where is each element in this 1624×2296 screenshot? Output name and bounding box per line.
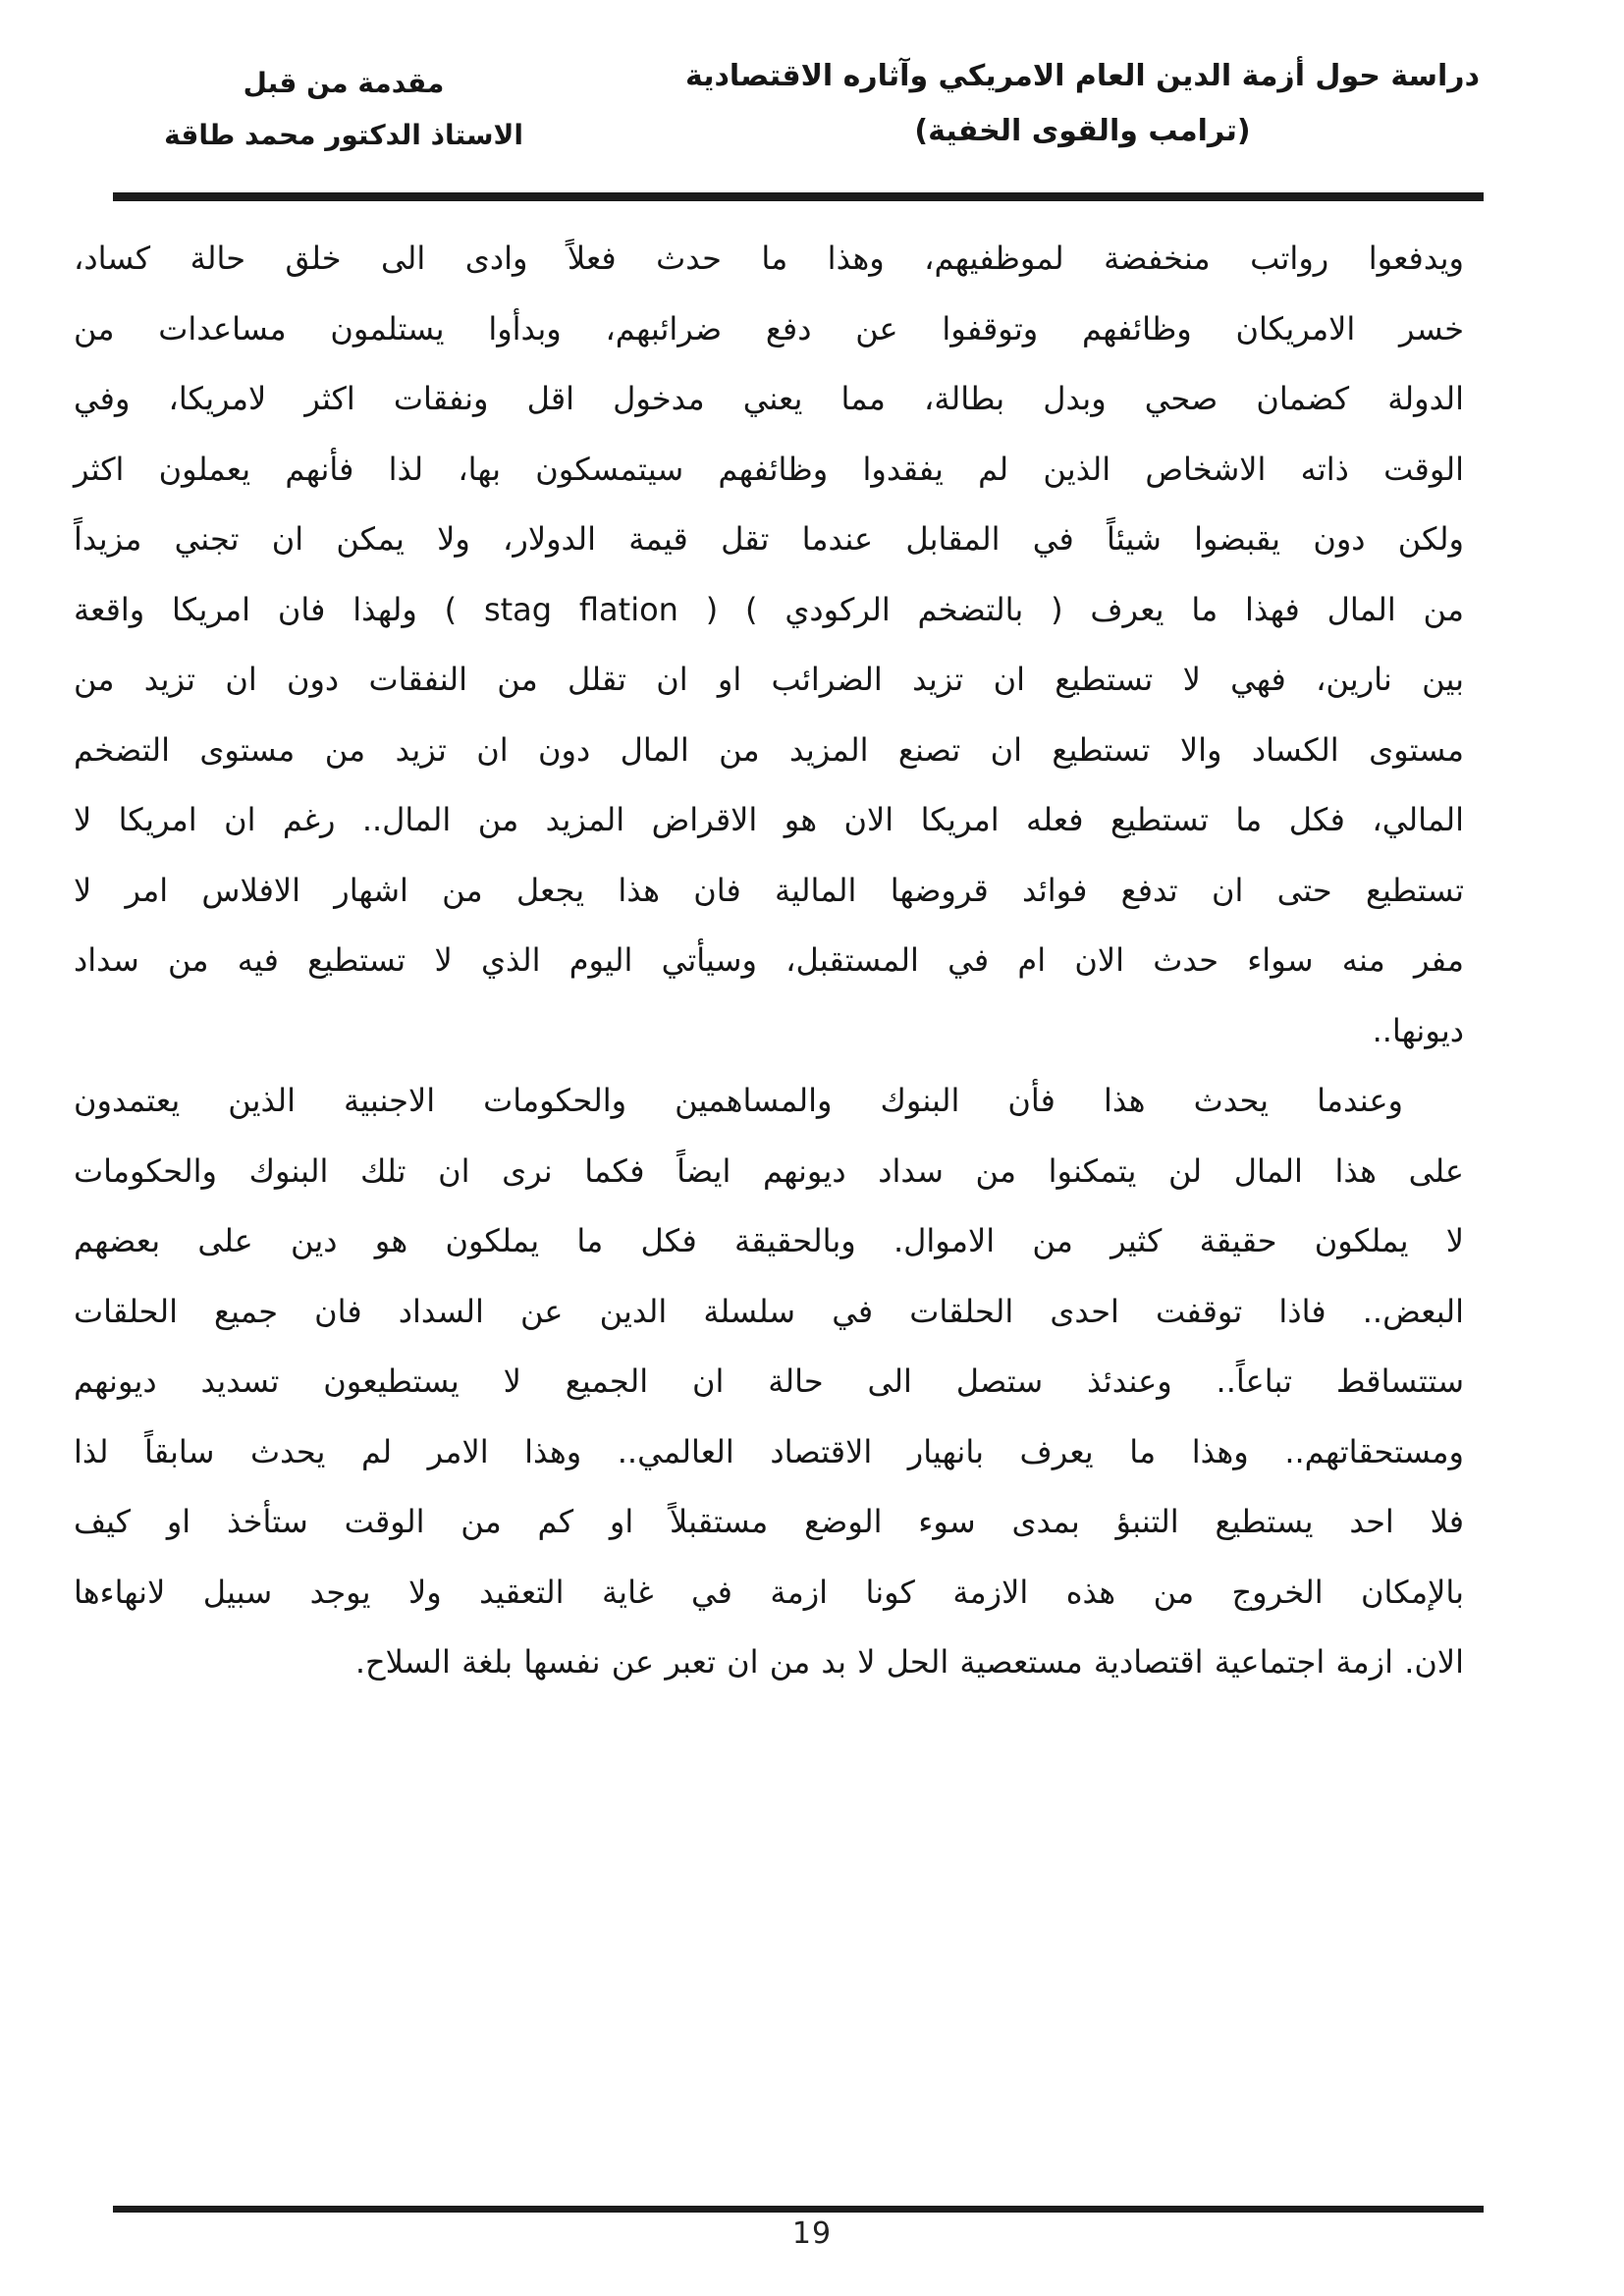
body-line: تستطيع حتى ان تدفع فوائد قروضها المالية فان هذا يجعل من اشهار الافلاس امر لا bbox=[74, 871, 1464, 909]
body-line: بالإمكان الخروج من هذه الازمة كونا ازمة في غاية التعقيد ولا يوجد سبيل لانهاءها bbox=[74, 1573, 1464, 1611]
body-line: البعض.. فاذا توقفت احدى الحلقات في سلسلة الدين عن السداد فان جميع الحلقات bbox=[74, 1292, 1464, 1330]
footer-divider bbox=[113, 2206, 1484, 2213]
author-block bbox=[103, 57, 584, 161]
body-line: ويدفعوا رواتب منخفضة لموظفيهم، وهذا ما حدث فعلاً وادى الى خلق حالة كساد، bbox=[74, 240, 1464, 277]
body-line: ديونها.. bbox=[1372, 1011, 1464, 1049]
body-line: الدولة كضمان صحي وبدل بطالة، مما يعني مدخول اقل ونفقات اكثر لامريكا، وفي bbox=[74, 380, 1464, 417]
body-line: مفر منه سواء حدث الان ام في المستقبل، وسيأتي اليوم الذي لا تستطيع فيه من سداد bbox=[74, 941, 1464, 979]
page-number: 19 bbox=[791, 2216, 833, 2251]
report-title-block bbox=[677, 49, 1488, 159]
body-line: خسر الامريكان وظائفهم وتوقفوا عن دفع ضرائبهم، وبدأوا يستلمون مساعدات من bbox=[74, 309, 1464, 347]
author-name: الاستاذ الدكتور محمد طاقة bbox=[164, 119, 523, 151]
body-line: على هذا المال لن يتمكنوا من سداد ديونهم ايضاً فكما نرى ان تلك البنوك والحكومات bbox=[74, 1151, 1464, 1190]
report-title-line-1: دراسة حول أزمة الدين العام الامريكي وآثاره الاقتصادية bbox=[685, 59, 1480, 93]
body-line: وعندما يحدث هذا فأن البنوك والمساهمين والحكومات الاجنبية الذين يعتمدون bbox=[74, 1082, 1403, 1119]
body-line: من المال فهذا ما يعرف ( بالتضخم الركودي ) ( stag flation ) ولهذا فان امريكا واقعة bbox=[74, 590, 1465, 628]
report-title-line-2: (ترامب والقوى الخفية) bbox=[914, 114, 1251, 148]
body-line: الان. ازمة اجتماعية اقتصادية مستعصية الحل لا بد من ان تعبر عن نفسها بلغة السلاح. bbox=[354, 1643, 1464, 1681]
body-line: لا يملكون حقيقة كثير من الاموال. وبالحقيقة فكل ما يملكون هو دين على بعضهم bbox=[74, 1222, 1464, 1259]
body-line: بين نارين، فهي لا تستطيع ان تزيد الضرائب او ان تقلل من النفقات دون ان تزيد من bbox=[74, 661, 1464, 698]
body-line: المالي، فكل ما تستطيع فعله امريكا الان هو الاقراض المزيد من المال.. رغم ان امريكا لا bbox=[74, 801, 1464, 838]
body-line: فلا احد يستطيع التنبؤ بمدى سوء الوضع مستقبلاً او كم من الوقت ستأخذ او كيف bbox=[74, 1503, 1464, 1540]
body-text bbox=[74, 224, 1464, 1698]
presented-by-label: مقدمة من قبل bbox=[243, 67, 445, 99]
body-line: ومستحقاتهم.. وهذا ما يعرف بانهيار الاقتصاد العالمي.. وهذا الامر لم يحدث سابقاً لذا bbox=[74, 1432, 1464, 1470]
header-divider bbox=[113, 192, 1484, 201]
body-line: ولكن دون يقبضوا شيئاً في المقابل عندما تقل قيمة الدولار، ولا يمكن ان تجني مزيداً bbox=[74, 520, 1464, 558]
body-line: مستوى الكساد والا تستطيع ان تصنع المزيد من المال دون ان تزيد من مستوى التضخم bbox=[74, 730, 1464, 769]
body-line: الوقت ذاته الاشخاص الذين لم يفقدوا وظائفهم سيتمسكون بها، لذا فأنهم يعملون اكثر bbox=[74, 450, 1464, 488]
body-line: ستتساقط تباعاً.. وعندئذ ستصل الى حالة ان الجميع لا يستطيعون تسديد ديونهم bbox=[74, 1362, 1464, 1400]
